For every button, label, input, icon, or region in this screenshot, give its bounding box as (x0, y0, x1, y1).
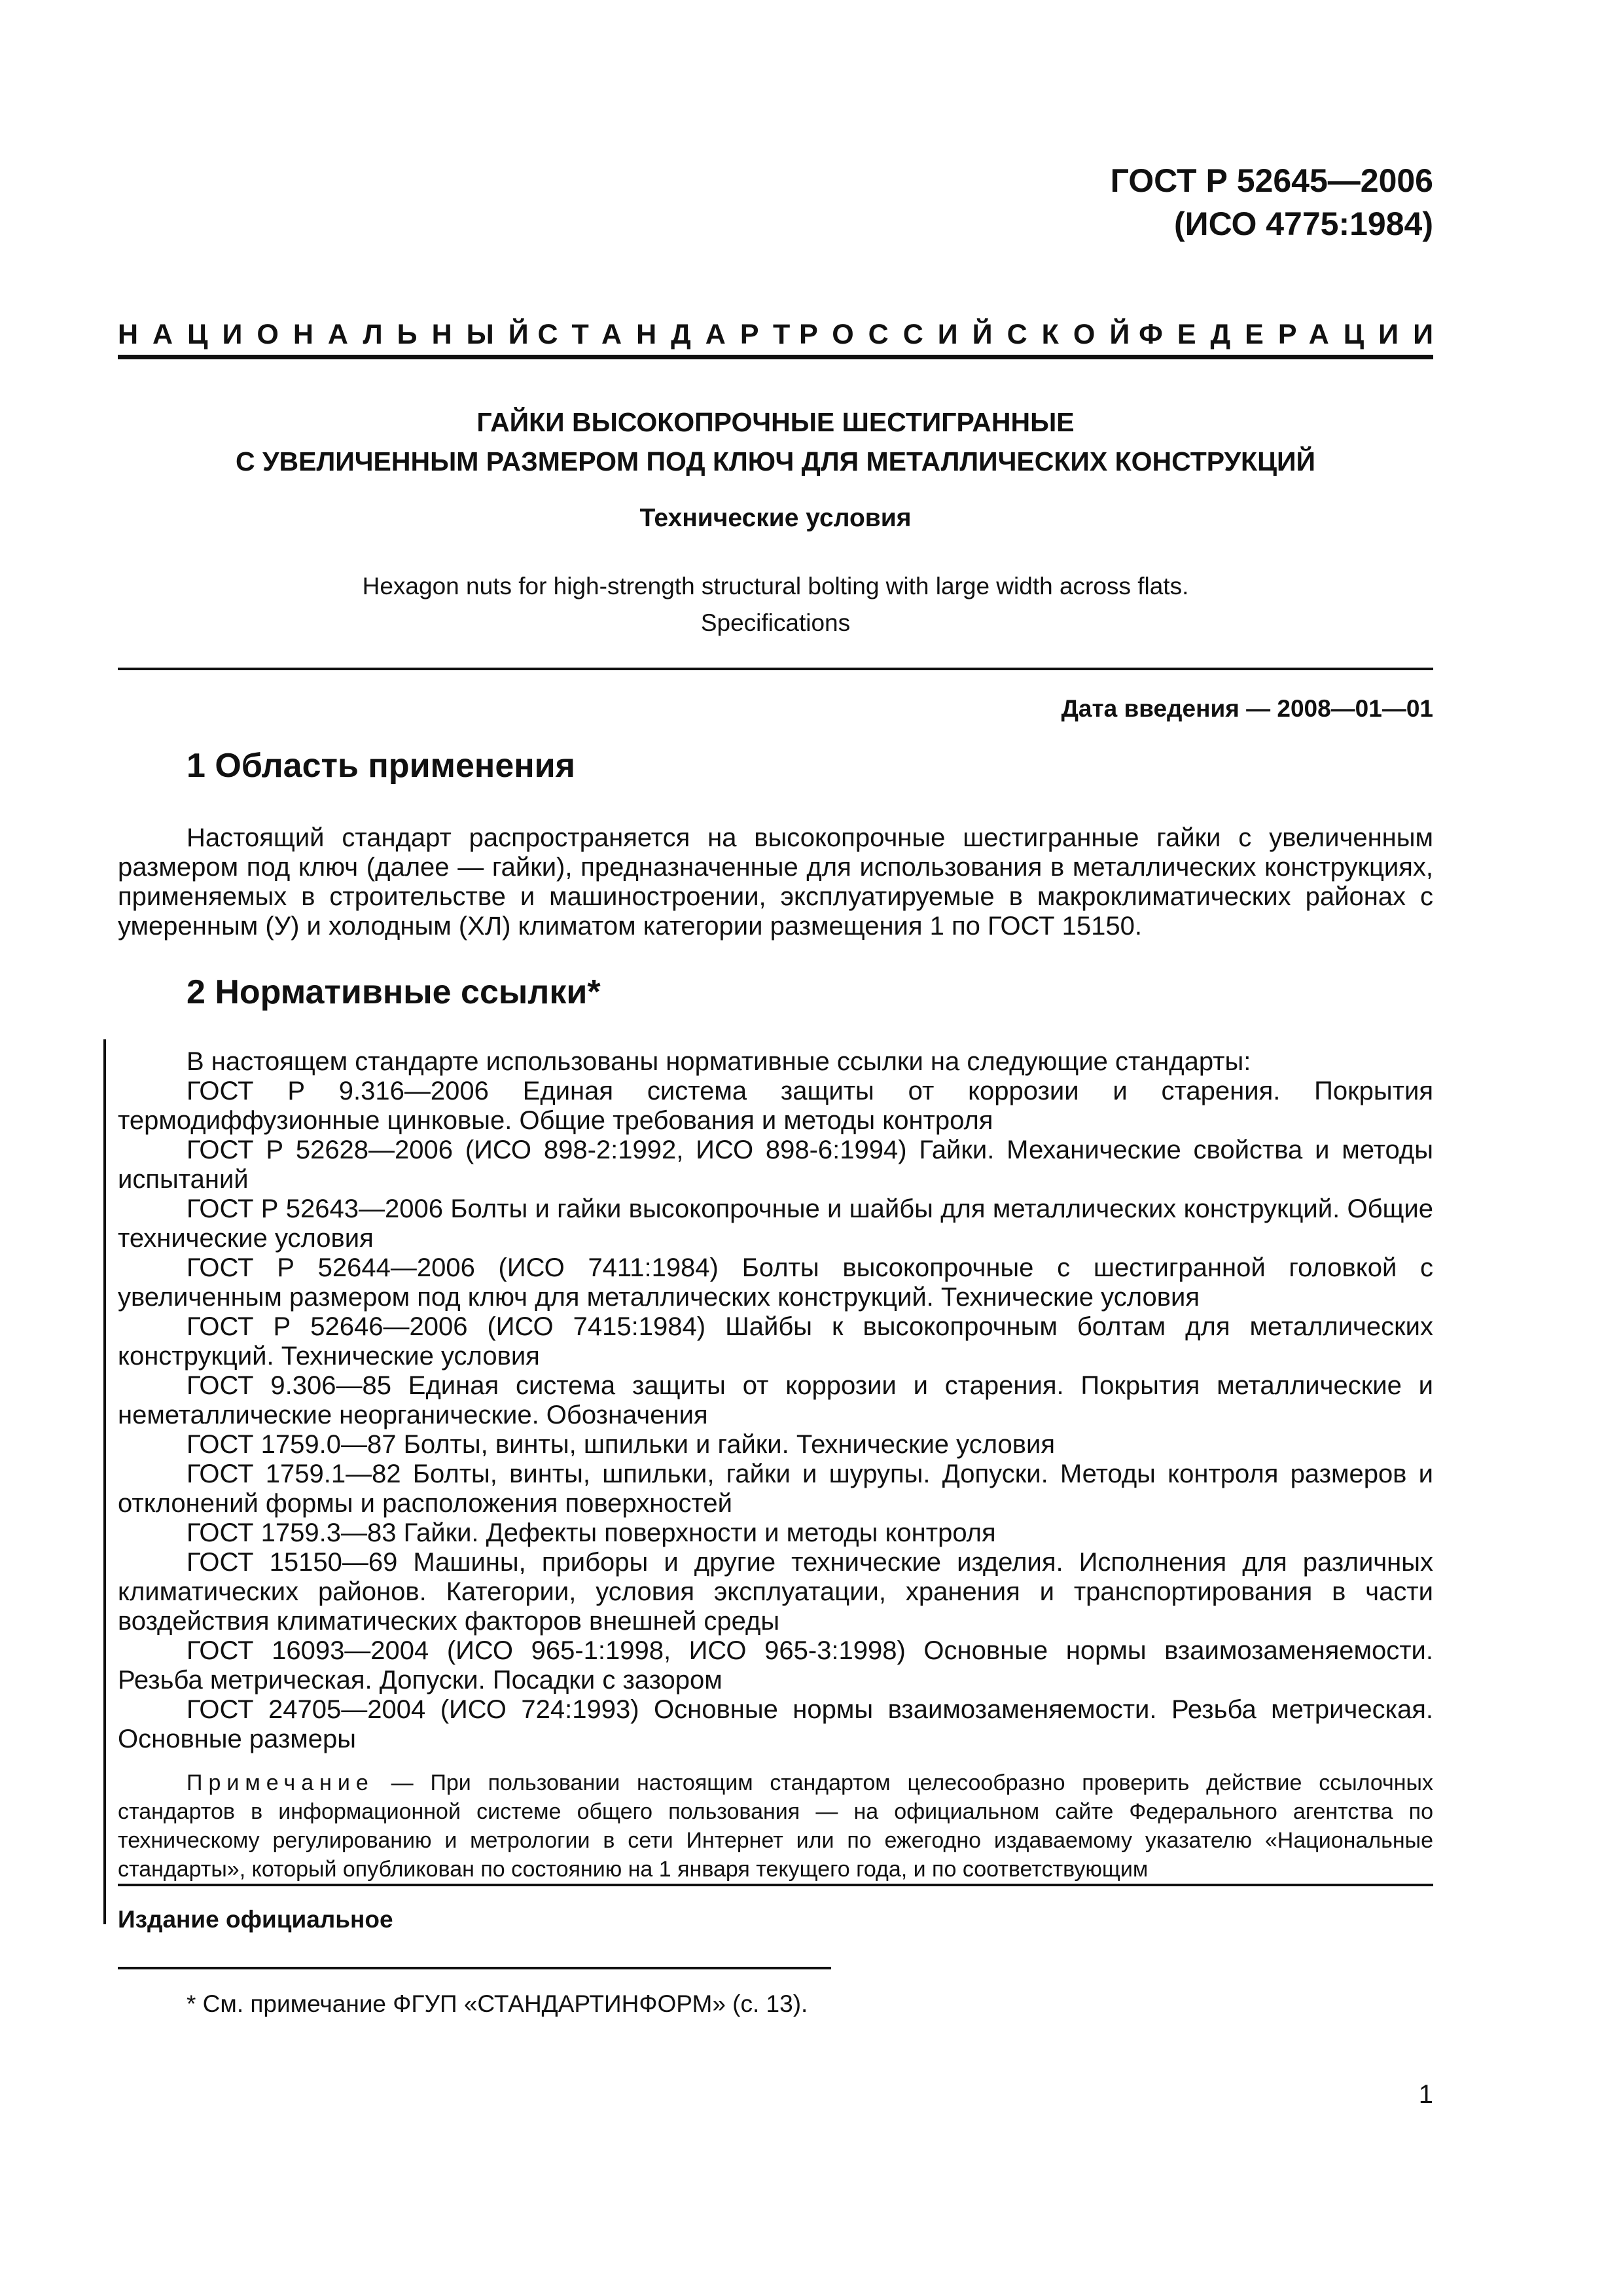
footnote-divider (118, 1967, 831, 1969)
introduction-date: Дата введения — 2008—01—01 (1061, 695, 1433, 722)
section-1-paragraph: Настоящий стандарт распространяется на высокопрочные шестигранные гайки с увеличенным размером под ключ (далее — гайки), предназначенные для использования в металлических конструкциях, применяемых в строительстве и машиностроении, эксплуатируемые в макроклиматических районах с умеренным (У) и холодным (ХЛ) климатом категории размещения 1 по ГОСТ 15150. (118, 823, 1433, 941)
title-line-2: С УВЕЛИЧЕННЫМ РАЗМЕРОМ ПОД КЛЮЧ ДЛЯ МЕТАЛЛИЧЕСКИХ КОНСТРУКЦИЙ (236, 446, 1315, 476)
reference-item: ГОСТ 1759.3—83 Гайки. Дефекты поверхности и методы контроля (187, 1518, 996, 1547)
document-subtitle: Технические условия (639, 504, 912, 532)
iso-number: (ИСО 4775:1984) (1174, 206, 1433, 242)
title-divider (118, 668, 1433, 670)
reference-item: ГОСТ Р 52628—2006 (ИСО 898-2:1992, ИСО 898-6:1994) Гайки. Механические свойства и методы испытаний (118, 1136, 1433, 1194)
page-number: 1 (1418, 2080, 1433, 2109)
national-standard-banner (118, 301, 1448, 359)
references-intro: В настоящем стандарте использованы нормативные ссылки на следующие стандарты: (187, 1047, 1251, 1076)
reference-item: ГОСТ Р 52643—2006 Болты и гайки высокопрочные и шайбы для металлических конструкций. Общие технические условия (118, 1194, 1433, 1253)
note-text: — При пользовании настоящим стандартом целесообразно проверить действие ссылочных стандартов в информационной системе общего пользования — на официальном сайте Федерального агентства по техническому регулированию и метрологии в сети Интернет или по ежегодно издаваемому указателю «Национальные стандарты», который опубликован по состоянию на 1 января текущего года, и по соответствующим (118, 1770, 1433, 1882)
reference-item: ГОСТ 9.306—85 Единая система защиты от коррозии и старения. Покрытия металлические и неметаллические неорганические. Обозначения (118, 1371, 1433, 1429)
footnote: * См. примечание ФГУП «СТАНДАРТИНФОРМ» (с. 13). (187, 1990, 808, 2017)
section-2-heading: 2 Нормативные ссылки* (187, 973, 601, 1011)
note-paragraph (118, 1768, 1433, 1884)
change-bar (103, 1039, 106, 1924)
reference-item: ГОСТ 16093—2004 (ИСО 965-1:1998, ИСО 965-3:1998) Основные нормы взаимозаменяемости. Резьба метрическая. Допуски. Посадки с зазором (118, 1636, 1433, 1695)
reference-item: ГОСТ 1759.1—82 Болты, винты, шпильки, гайки и шурупы. Допуски. Методы контроля размеров и отклонений формы и расположения поверхностей (118, 1460, 1433, 1518)
title-line-1: ГАЙКИ ВЫСОКОПРОЧНЫЕ ШЕСТИГРАННЫЕ (476, 407, 1075, 437)
banner-word-4: ФЕДЕРАЦИИ (1139, 319, 1448, 350)
gost-number: ГОСТ Р 52645—2006 (1110, 162, 1433, 199)
body-end-divider (118, 1884, 1433, 1886)
reference-item: ГОСТ Р 9.316—2006 Единая система защиты от коррозии и старения. Покрытия термодиффузионные цинковые. Общие требования и методы контроля (118, 1077, 1433, 1135)
english-title-line-2: Specifications (700, 609, 851, 636)
english-title-line-1: Hexagon nuts for high-strength structural bolting with large width across flats. (362, 573, 1189, 600)
reference-item: ГОСТ 15150—69 Машины, приборы и другие технические изделия. Исполнения для различных климатических районов. Категории, условия эксплуатации, хранения и транспортирования в части воздействия климатических факторов внешней среды (118, 1548, 1433, 1636)
banner-word-2: СТАНДАРТ (537, 319, 805, 350)
reference-item: ГОСТ 1759.0—87 Болты, винты, шпильки и гайки. Технические условия (187, 1430, 1055, 1459)
banner-word-1: НАЦИОНАЛЬНЫЙ (118, 319, 543, 350)
document-title (118, 403, 1433, 481)
reference-item: ГОСТ Р 52646—2006 (ИСО 7415:1984) Шайбы к высокопрочным болтам для металлических конструкций. Технические условия (118, 1312, 1433, 1371)
document-number (1111, 159, 1433, 245)
note-label: Примечание (187, 1770, 374, 1795)
section-1-text (118, 823, 1433, 941)
official-edition-label: Издание официальное (118, 1906, 393, 1933)
section-2-body (118, 1047, 1433, 1884)
banner-word-3: РОССИЙСКОЙ (799, 319, 1145, 350)
english-title (118, 568, 1433, 641)
section-1-heading: 1 Область применения (187, 747, 575, 785)
reference-item: ГОСТ 24705—2004 (ИСО 724:1993) Основные нормы взаимозаменяемости. Резьба метрическая. Основные размеры (118, 1695, 1433, 1753)
reference-item: ГОСТ Р 52644—2006 (ИСО 7411:1984) Болты высокопрочные с шестигранной головкой с увеличенным размером под ключ для металлических конструкций. Технические условия (118, 1253, 1433, 1312)
